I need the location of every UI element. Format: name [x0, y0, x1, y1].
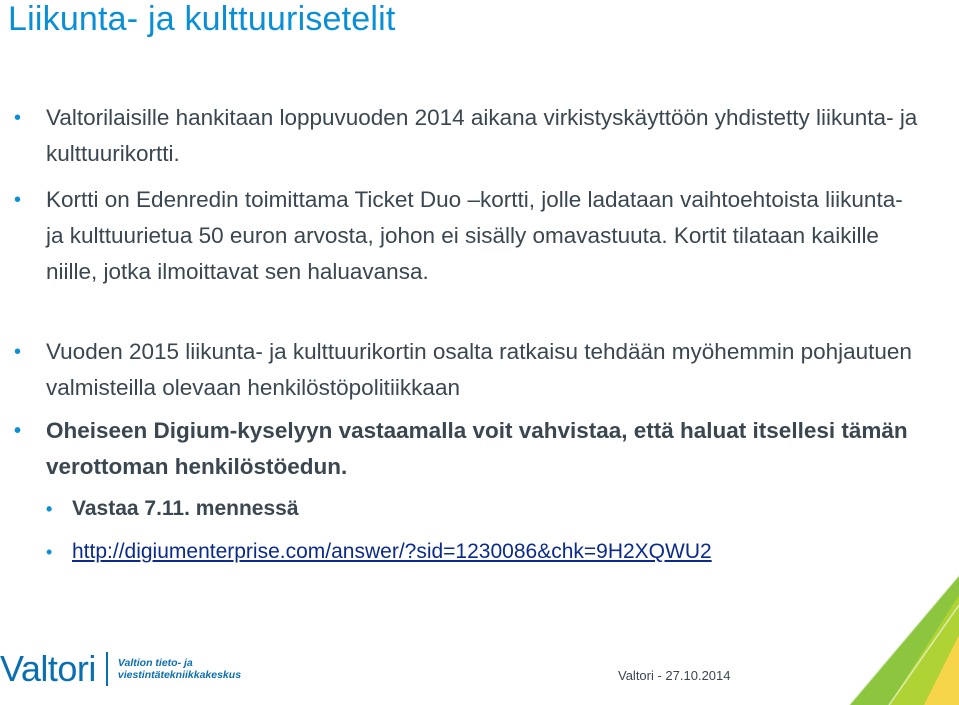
deadline-text: Vastaa 7.11. mennessä	[72, 497, 299, 520]
bullet-2	[14, 182, 926, 290]
bullet-dot-icon: •	[46, 542, 53, 562]
slide-title: Liikunta- ja kulttuurisetelit	[8, 0, 396, 38]
bullet-2-text: Kortti on Edenredin toimittama Ticket Duo –kortti, jolle ladataan vaihtoehtoista liikunta- ja kulttuurietua 50 euron arvosta, johon ei sisälly omavastuuta. Kortit tilataan kaikille niille, jotka ilmoittavat sen haluavansa.	[46, 187, 903, 284]
bullet-4	[14, 413, 926, 485]
bullet-dot-icon: •	[46, 499, 53, 519]
bullet-1-text: Valtorilaisille hankitaan loppuvuoden 2014 aikana virkistyskäyttöön yhdistetty liikunta- ja kulttuurikortti.	[46, 105, 918, 166]
logo-divider	[106, 652, 108, 686]
sub-bullet-link	[46, 537, 932, 567]
bullet-dot-icon: •	[14, 107, 22, 129]
valtori-logo	[0, 648, 241, 690]
bullet-3	[14, 334, 926, 406]
bullet-dot-icon: •	[14, 341, 22, 363]
footer-date: Valtori - 27.10.2014	[618, 668, 731, 683]
survey-link[interactable]: http://digiumenterprise.com/answer/?sid=1230086&chk=9H2XQWU2	[72, 540, 712, 563]
logo-word: Valtori	[0, 648, 96, 689]
bullet-dot-icon: •	[14, 420, 22, 442]
bullet-3-text: Vuoden 2015 liikunta- ja kulttuurikortin osalta ratkaisu tehdään myöhemmin pohjautuen valmisteilla olevaan henkilöstöpolitiikkaan	[46, 339, 912, 400]
bullet-1	[14, 100, 926, 172]
logo-tag-line2: viestintätekniikkakeskus	[117, 669, 242, 681]
logo-tagline	[118, 657, 241, 681]
corner-decoration-icon	[829, 575, 959, 705]
logo-tag-line1: Valtion tieto- ja	[117, 657, 193, 669]
sub-bullet-deadline	[46, 494, 932, 524]
bullet-4-text: Oheiseen Digium-kyselyyn vastaamalla voit vahvistaa, että haluat itsellesi tämän verottoman henkilöstöedun.	[46, 418, 908, 479]
bullet-dot-icon: •	[14, 189, 22, 211]
